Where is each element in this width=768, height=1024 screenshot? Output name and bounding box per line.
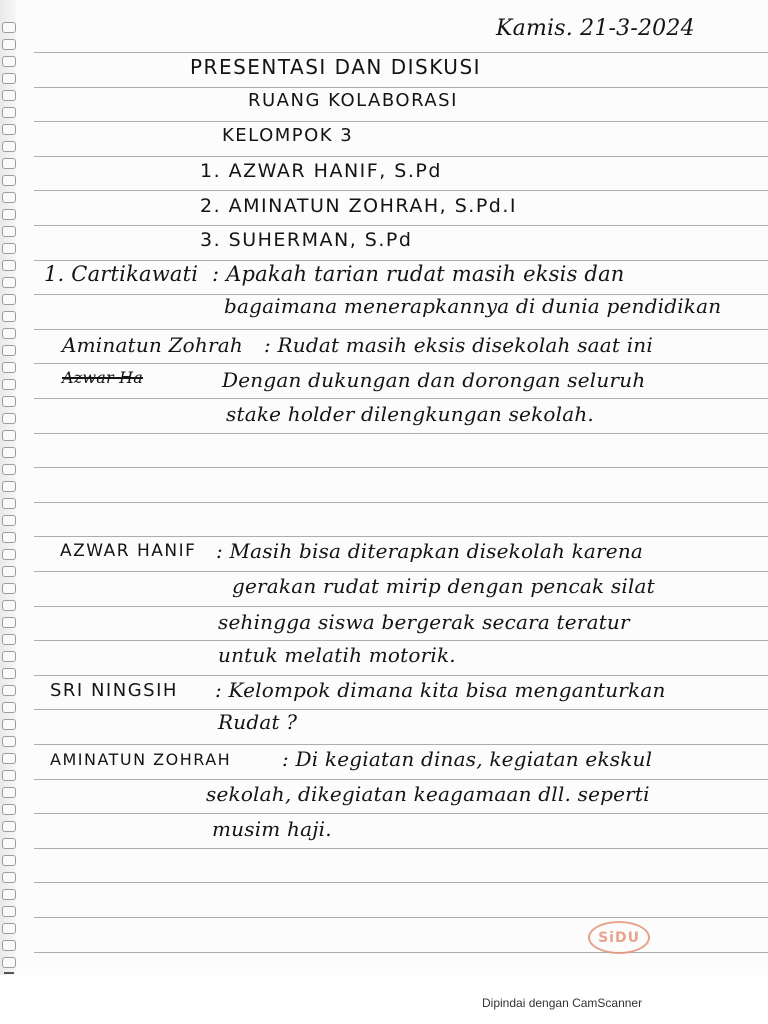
spiral-ring	[2, 940, 16, 951]
ruled-line	[34, 260, 768, 261]
spiral-ring	[2, 158, 16, 169]
spiral-ring	[2, 39, 16, 50]
spiral-ring	[2, 668, 16, 679]
discussion-1-line-2: bagaimana menerapkannya di dunia pendidikan	[224, 294, 722, 318]
ruled-line	[34, 87, 768, 88]
discussion-4-line-1: : Kelompok dimana kita bisa menganturkan	[215, 678, 666, 702]
spiral-ring	[2, 685, 16, 696]
discussion-3-line-1: : Masih bisa diterapkan disekolah karena	[216, 539, 644, 563]
discussion-4-line-2: Rudat ?	[218, 710, 298, 734]
ruled-line	[34, 52, 768, 53]
spiral-ring	[2, 549, 16, 560]
discussion-2-line-1: : Rudat masih eksis disekolah saat ini	[264, 333, 653, 357]
spiral-ring	[2, 192, 16, 203]
ruled-line	[34, 571, 768, 572]
spiral-ring	[2, 600, 16, 611]
speaker-5: AMINATUN ZOHRAH	[50, 750, 232, 769]
ruled-line	[34, 675, 768, 676]
spiral-ring	[2, 583, 16, 594]
spiral-ring	[2, 736, 16, 747]
ruled-line	[34, 363, 768, 364]
spiral-ring	[2, 226, 16, 237]
spiral-ring	[2, 702, 16, 713]
spiral-ring	[2, 175, 16, 186]
spiral-ring	[2, 464, 16, 475]
ruled-line	[34, 640, 768, 641]
spiral-ring	[2, 311, 16, 322]
member-1: 1. AZWAR HANIF, S.Pd	[200, 160, 442, 182]
spiral-ring	[2, 855, 16, 866]
spiral-ring	[2, 923, 16, 934]
ruled-line	[34, 225, 768, 226]
spiral-ring	[2, 56, 16, 67]
spiral-ring	[2, 770, 16, 781]
spiral-ring	[2, 787, 16, 798]
ruled-line	[34, 848, 768, 849]
speaker-2: Aminatun Zohrah	[62, 333, 243, 357]
spiral-ring	[2, 73, 16, 84]
title-line-1: PRESENTASI DAN DISKUSI	[190, 55, 482, 79]
spiral-ring	[2, 634, 16, 645]
speaker-4: SRI NINGSIH	[50, 680, 178, 701]
date-text: Kamis. 21-3-2024	[496, 16, 695, 41]
speaker-1: 1. Cartikawati	[44, 262, 199, 286]
spiral-ring	[2, 243, 16, 254]
ruled-line	[34, 156, 768, 157]
discussion-5-line-1: : Di kegiatan dinas, kegiatan ekskul	[282, 747, 653, 771]
ruled-line	[34, 917, 768, 918]
spiral-ring	[2, 838, 16, 849]
discussion-2-line-3: stake holder dilengkungan sekolah.	[226, 402, 594, 426]
spiral-ring	[2, 362, 16, 373]
ruled-line	[34, 536, 768, 537]
discussion-1-line-1: : Apakah tarian rudat masih eksis dan	[212, 262, 625, 286]
spiral-ring	[2, 821, 16, 832]
spiral-ring	[2, 124, 16, 135]
ruled-line	[34, 329, 768, 330]
ruled-line	[34, 709, 768, 710]
ruled-line	[34, 190, 768, 191]
discussion-2-line-2: Dengan dukungan dan dorongan seluruh	[222, 368, 646, 392]
spiral-ring	[2, 90, 16, 101]
spiral-ring	[2, 498, 16, 509]
ruled-line	[34, 882, 768, 883]
ruled-line	[34, 606, 768, 607]
spiral-ring	[2, 481, 16, 492]
group-label: KELOMPOK 3	[222, 125, 354, 146]
discussion-3-line-3: sehingga siswa bergerak secara teratur	[218, 610, 630, 634]
ruled-line	[34, 467, 768, 468]
spiral-ring	[2, 277, 16, 288]
spiral-ring	[2, 141, 16, 152]
spiral-ring	[2, 430, 16, 441]
sidu-stamp: SiDU	[588, 921, 650, 954]
spiral-ring	[2, 260, 16, 271]
spiral-ring	[2, 413, 16, 424]
discussion-5-line-3: musim haji.	[212, 817, 332, 841]
spiral-ring	[2, 294, 16, 305]
spiral-ring	[2, 719, 16, 730]
spiral-ring	[2, 753, 16, 764]
spiral-ring	[2, 447, 16, 458]
discussion-5-line-2: sekolah, dikegiatan keagamaan dll. seperti	[206, 782, 650, 806]
ruled-line	[34, 398, 768, 399]
ruled-line	[34, 779, 768, 780]
spiral-ring	[2, 651, 16, 662]
spiral-ring	[2, 872, 16, 883]
spiral-ring	[2, 889, 16, 900]
discussion-3-line-2: gerakan rudat mirip dengan pencak silat	[232, 574, 655, 598]
page-corner-mark	[4, 972, 14, 974]
spiral-ring	[2, 345, 16, 356]
spiral-ring	[2, 209, 16, 220]
spiral-ring	[2, 22, 16, 33]
spiral-ring	[2, 906, 16, 917]
ruled-line	[34, 744, 768, 745]
ruled-line	[34, 433, 768, 434]
spiral-ring	[2, 328, 16, 339]
member-2: 2. AMINATUN ZOHRAH, S.Pd.I	[200, 195, 517, 217]
speaker-3: AZWAR HANIF	[60, 541, 197, 561]
spiral-ring	[2, 515, 16, 526]
spiral-ring	[2, 617, 16, 628]
title-line-2: RUANG KOLABORASI	[248, 90, 458, 111]
scanner-footer: Dipindai dengan CamScanner	[482, 996, 643, 1010]
spiral-ring	[2, 566, 16, 577]
spiral-ring	[2, 957, 16, 968]
member-3: 3. SUHERMAN, S.Pd	[200, 229, 413, 251]
ruled-line	[34, 813, 768, 814]
ruled-line	[34, 502, 768, 503]
spiral-ring	[2, 379, 16, 390]
spiral-ring	[2, 532, 16, 543]
spiral-ring	[2, 804, 16, 815]
ruled-line	[34, 121, 768, 122]
ruled-line	[34, 952, 768, 953]
crossed-out-speaker: Azwar Ha	[62, 368, 144, 387]
spiral-ring	[2, 396, 16, 407]
discussion-3-line-4: untuk melatih motorik.	[218, 643, 456, 667]
spiral-ring	[2, 107, 16, 118]
